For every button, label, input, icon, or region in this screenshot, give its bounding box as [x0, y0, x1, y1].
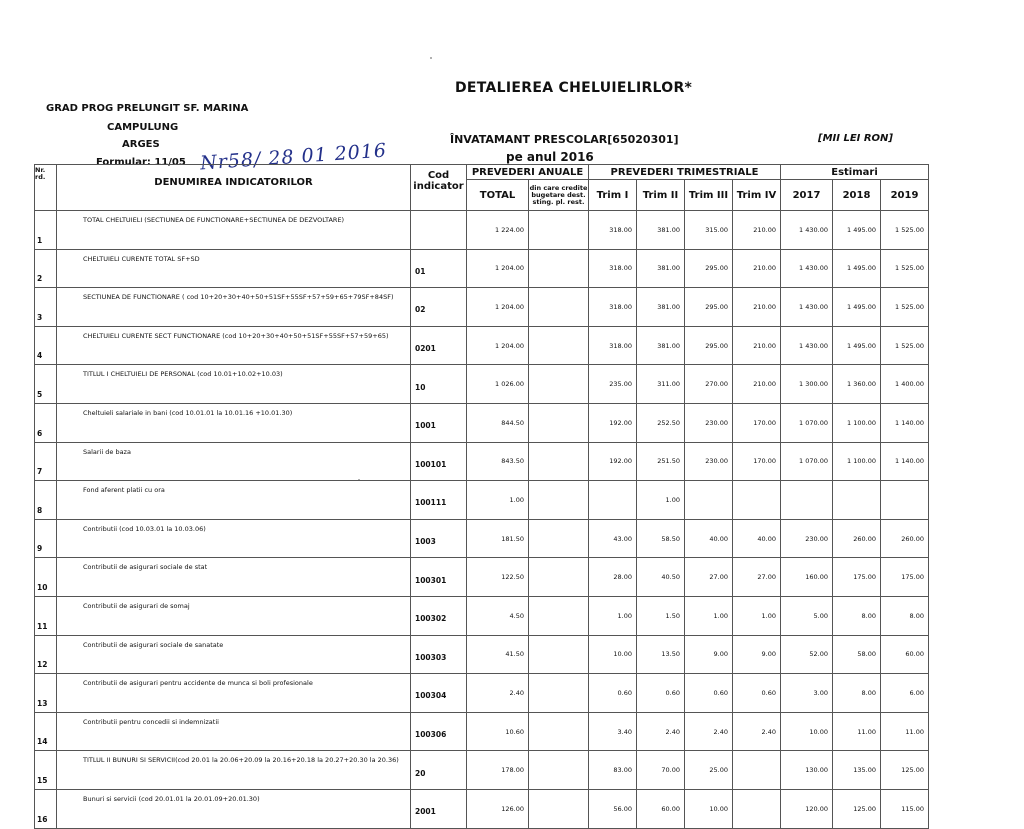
estimate-2018-value — [833, 481, 881, 520]
trim-1-value: 3.40 — [589, 712, 637, 751]
indicator-name: Contributii de asigurari pentru accidente de munca si boli profesionale — [57, 674, 411, 713]
indicator-code: 100304 — [411, 674, 467, 713]
institution-name: GRAD PROG PRELUNGIT SF. MARINA — [46, 103, 249, 114]
estimate-2018-value: 8.00 — [833, 674, 881, 713]
estimate-2019-value: 1 140.00 — [881, 403, 929, 442]
estimate-2017-value: 1 430.00 — [781, 211, 833, 250]
estimate-2017-value: 1 300.00 — [781, 365, 833, 404]
trim-3-value: 295.00 — [685, 326, 733, 365]
row-number: 16 — [35, 789, 57, 828]
estimate-2018-value: 1 495.00 — [833, 249, 881, 288]
table-row — [35, 326, 929, 365]
header-quarterly-provisions: PREVEDERI TRIMESTRIALE — [589, 165, 781, 180]
indicator-name: Contributii de asigurari de somaj — [57, 596, 411, 635]
indicator-code: 10 — [411, 365, 467, 404]
trim-1-value: 10.00 — [589, 635, 637, 674]
table-row — [35, 403, 929, 442]
row-number: 6 — [35, 403, 57, 442]
total-value: 1 224.00 — [467, 211, 529, 250]
table-row — [35, 751, 929, 790]
trim-4-value: 210.00 — [733, 211, 781, 250]
total-value: 126.00 — [467, 789, 529, 828]
trim-4-value: 210.00 — [733, 249, 781, 288]
total-value: 178.00 — [467, 751, 529, 790]
trim-3-value: 27.00 — [685, 558, 733, 597]
header-year-2018: 2018 — [833, 180, 881, 211]
header-trim-1: Trim I — [589, 180, 637, 211]
trim-1-value: 43.00 — [589, 519, 637, 558]
trim-3-value: 25.00 — [685, 751, 733, 790]
total-value: 122.50 — [467, 558, 529, 597]
row-number: 9 — [35, 519, 57, 558]
trim-2-value: 0.60 — [637, 674, 685, 713]
header-budget-credits: din care credite bugetare dest. sting. pl. rest. — [529, 180, 589, 211]
trim-2-value: 1.50 — [637, 596, 685, 635]
units-label: [MII LEI RON] — [818, 133, 893, 144]
estimate-2019-value: 60.00 — [881, 635, 929, 674]
handwritten-registration-number: Nr58/ 28 01 2016 — [199, 139, 388, 175]
trim-2-value: 40.50 — [637, 558, 685, 597]
estimate-2018-value: 1 495.00 — [833, 288, 881, 327]
estimate-2018-value: 125.00 — [833, 789, 881, 828]
trim-3-value: 10.00 — [685, 789, 733, 828]
total-value: 181.50 — [467, 519, 529, 558]
row-number: 15 — [35, 751, 57, 790]
trim-2-value: 2.40 — [637, 712, 685, 751]
header-year-2017: 2017 — [781, 180, 833, 211]
indicator-name: Bunuri si servicii (cod 20.01.01 la 20.01.09+20.01.30) — [57, 789, 411, 828]
indicator-code: 02 — [411, 288, 467, 327]
budget-credits-value — [529, 249, 589, 288]
header-trim-2: Trim II — [637, 180, 685, 211]
trim-4-value: 170.00 — [733, 442, 781, 481]
indicator-name: Contributii de asigurari sociale de stat — [57, 558, 411, 597]
estimate-2017-value: 10.00 — [781, 712, 833, 751]
trim-2-value: 381.00 — [637, 326, 685, 365]
estimate-2019-value: 1 525.00 — [881, 249, 929, 288]
budget-credits-value — [529, 442, 589, 481]
trim-4-value: 27.00 — [733, 558, 781, 597]
estimate-2017-value: 230.00 — [781, 519, 833, 558]
estimate-2019-value: 1 525.00 — [881, 326, 929, 365]
city-name: CAMPULUNG — [107, 122, 179, 133]
row-number: 11 — [35, 596, 57, 635]
estimate-2019-value: 1 525.00 — [881, 211, 929, 250]
expenditure-table — [34, 164, 929, 829]
row-number: 14 — [35, 712, 57, 751]
estimate-2019-value: 8.00 — [881, 596, 929, 635]
trim-3-value: 230.00 — [685, 403, 733, 442]
estimate-2017-value: 1 430.00 — [781, 326, 833, 365]
row-number: 1 — [35, 211, 57, 250]
estimate-2017-value: 1 430.00 — [781, 288, 833, 327]
indicator-name: TITLUL I CHELTUIELI DE PERSONAL (cod 10.01+10.02+10.03) — [57, 365, 411, 404]
estimate-2017-value — [781, 481, 833, 520]
trim-2-value: 252.50 — [637, 403, 685, 442]
trim-4-value: 210.00 — [733, 326, 781, 365]
trim-4-value — [733, 789, 781, 828]
budget-credits-value — [529, 558, 589, 597]
budget-credits-value — [529, 712, 589, 751]
row-number: 4 — [35, 326, 57, 365]
indicator-code: 0201 — [411, 326, 467, 365]
indicator-name: Contributii pentru concedii si indemnizatii — [57, 712, 411, 751]
trim-3-value: 40.00 — [685, 519, 733, 558]
estimate-2019-value: 175.00 — [881, 558, 929, 597]
indicator-code: 100101 — [411, 442, 467, 481]
estimate-2018-value: 1 100.00 — [833, 403, 881, 442]
total-value: 4.50 — [467, 596, 529, 635]
table-row — [35, 288, 929, 327]
trim-2-value: 13.50 — [637, 635, 685, 674]
trim-4-value: 170.00 — [733, 403, 781, 442]
trim-3-value: 270.00 — [685, 365, 733, 404]
document-title: DETALIEREA CHELUIELIRLOR* — [455, 80, 693, 96]
trim-4-value: 0.60 — [733, 674, 781, 713]
indicator-name: SECTIUNEA DE FUNCTIONARE ( cod 10+20+30+40+50+51SF+55SF+57+59+65+79SF+84SF) — [57, 288, 411, 327]
row-number: 3 — [35, 288, 57, 327]
estimate-2018-value: 1 360.00 — [833, 365, 881, 404]
total-value: 2.40 — [467, 674, 529, 713]
indicator-code: 100111 — [411, 481, 467, 520]
budget-credits-value — [529, 789, 589, 828]
estimate-2019-value: 6.00 — [881, 674, 929, 713]
indicator-name: TOTAL CHELTUIELI (SECTIUNEA DE FUNCTIONARE+SECTIUNEA DE DEZVOLTARE) — [57, 211, 411, 250]
indicator-code: 100303 — [411, 635, 467, 674]
budget-credits-value — [529, 326, 589, 365]
trim-4-value: 2.40 — [733, 712, 781, 751]
trim-4-value: 9.00 — [733, 635, 781, 674]
table-row — [35, 674, 929, 713]
estimate-2019-value: 11.00 — [881, 712, 929, 751]
table-row — [35, 481, 929, 520]
trim-4-value — [733, 481, 781, 520]
trim-1-value: 28.00 — [589, 558, 637, 597]
trim-3-value: 2.40 — [685, 712, 733, 751]
estimate-2018-value: 58.00 — [833, 635, 881, 674]
table-row — [35, 211, 929, 250]
trim-3-value: 315.00 — [685, 211, 733, 250]
indicator-code: 1003 — [411, 519, 467, 558]
indicator-code: 01 — [411, 249, 467, 288]
trim-3-value: 1.00 — [685, 596, 733, 635]
table-row — [35, 596, 929, 635]
indicator-name: Cheltuieli salariale in bani (cod 10.01.01 la 10.01.16 +10.01.30) — [57, 403, 411, 442]
trim-2-value: 251.50 — [637, 442, 685, 481]
indicator-code: 100302 — [411, 596, 467, 635]
header-year-2019: 2019 — [881, 180, 929, 211]
header-estimates: Estimari — [781, 165, 929, 180]
total-value: 843.50 — [467, 442, 529, 481]
trim-4-value — [733, 751, 781, 790]
table-row — [35, 712, 929, 751]
estimate-2018-value: 1 100.00 — [833, 442, 881, 481]
row-number: 8 — [35, 481, 57, 520]
table-row — [35, 442, 929, 481]
indicator-name: CHELTUIELI CURENTE TOTAL SF+SD — [57, 249, 411, 288]
indicator-name: Salarii de baza — [57, 442, 411, 481]
trim-2-value: 70.00 — [637, 751, 685, 790]
estimate-2019-value: 1 400.00 — [881, 365, 929, 404]
budget-credits-value — [529, 674, 589, 713]
row-number: 5 — [35, 365, 57, 404]
header-indicator-code: Cod indicator — [411, 165, 467, 211]
trim-3-value: 295.00 — [685, 249, 733, 288]
total-value: 10.60 — [467, 712, 529, 751]
trim-4-value: 210.00 — [733, 288, 781, 327]
trim-1-value: 83.00 — [589, 751, 637, 790]
table-row — [35, 519, 929, 558]
row-number: 2 — [35, 249, 57, 288]
total-value: 1 204.00 — [467, 326, 529, 365]
table-row — [35, 365, 929, 404]
indicator-name: Contributii de asigurari sociale de sanatate — [57, 635, 411, 674]
estimate-2017-value: 1 070.00 — [781, 403, 833, 442]
budget-credits-value — [529, 365, 589, 404]
trim-4-value: 210.00 — [733, 365, 781, 404]
trim-3-value — [685, 481, 733, 520]
header-annual-provisions: PREVEDERI ANUALE — [467, 165, 589, 180]
header-total: TOTAL — [467, 180, 529, 211]
trim-1-value: 0.60 — [589, 674, 637, 713]
estimate-2017-value: 120.00 — [781, 789, 833, 828]
indicator-name: TITLUL II BUNURI SI SERVICII(cod 20.01 la 20.06+20.09 la 20.16+20.18 la 20.27+20.30 la 20.36) — [57, 751, 411, 790]
estimate-2017-value: 5.00 — [781, 596, 833, 635]
trim-1-value: 1.00 — [589, 596, 637, 635]
row-number: 12 — [35, 635, 57, 674]
budget-credits-value — [529, 403, 589, 442]
trim-2-value: 60.00 — [637, 789, 685, 828]
trim-1-value: 318.00 — [589, 249, 637, 288]
trim-3-value: 9.00 — [685, 635, 733, 674]
estimate-2019-value: 125.00 — [881, 751, 929, 790]
indicator-name: Fond aferent platii cu ora — [57, 481, 411, 520]
form-number: Formular: 11/05 — [96, 157, 186, 168]
scan-speck — [430, 57, 432, 59]
trim-3-value: 295.00 — [685, 288, 733, 327]
total-value: 844.50 — [467, 403, 529, 442]
total-value: 41.50 — [467, 635, 529, 674]
total-value: 1.00 — [467, 481, 529, 520]
trim-2-value: 381.00 — [637, 211, 685, 250]
estimate-2017-value: 130.00 — [781, 751, 833, 790]
estimate-2018-value: 1 495.00 — [833, 211, 881, 250]
estimate-2018-value: 8.00 — [833, 596, 881, 635]
indicator-code: 100306 — [411, 712, 467, 751]
trim-1-value: 318.00 — [589, 211, 637, 250]
total-value: 1 204.00 — [467, 249, 529, 288]
budget-category: ÎNVATAMANT PRESCOLAR[65020301] — [450, 133, 679, 146]
budget-credits-value — [529, 519, 589, 558]
trim-1-value: 192.00 — [589, 442, 637, 481]
trim-1-value: 192.00 — [589, 403, 637, 442]
estimate-2018-value: 11.00 — [833, 712, 881, 751]
table-row — [35, 558, 929, 597]
table-body — [35, 211, 929, 829]
budget-credits-value — [529, 596, 589, 635]
indicator-code: 20 — [411, 751, 467, 790]
trim-1-value: 56.00 — [589, 789, 637, 828]
budget-credits-value — [529, 635, 589, 674]
table-row — [35, 635, 929, 674]
total-value: 1 026.00 — [467, 365, 529, 404]
trim-2-value: 381.00 — [637, 288, 685, 327]
estimate-2018-value: 1 495.00 — [833, 326, 881, 365]
estimate-2019-value: 260.00 — [881, 519, 929, 558]
budget-year: pe anul 2016 — [506, 150, 594, 164]
estimate-2019-value: 1 525.00 — [881, 288, 929, 327]
estimate-2019-value — [881, 481, 929, 520]
trim-3-value: 0.60 — [685, 674, 733, 713]
estimate-2017-value: 160.00 — [781, 558, 833, 597]
estimate-2017-value: 1 430.00 — [781, 249, 833, 288]
trim-2-value: 58.50 — [637, 519, 685, 558]
trim-1-value: 318.00 — [589, 326, 637, 365]
budget-credits-value — [529, 288, 589, 327]
header-row-number: Nr. rd. — [35, 165, 57, 211]
indicator-name: Contributii (cod 10.03.01 la 10.03.06) — [57, 519, 411, 558]
trim-1-value — [589, 481, 637, 520]
budget-credits-value — [529, 481, 589, 520]
trim-3-value: 230.00 — [685, 442, 733, 481]
indicator-code: 1001 — [411, 403, 467, 442]
total-value: 1 204.00 — [467, 288, 529, 327]
table-row — [35, 249, 929, 288]
estimate-2018-value: 260.00 — [833, 519, 881, 558]
trim-2-value: 1.00 — [637, 481, 685, 520]
estimate-2018-value: 135.00 — [833, 751, 881, 790]
estimate-2018-value: 175.00 — [833, 558, 881, 597]
row-number: 13 — [35, 674, 57, 713]
header-trim-3: Trim III — [685, 180, 733, 211]
trim-4-value: 40.00 — [733, 519, 781, 558]
table-row — [35, 789, 929, 828]
budget-credits-value — [529, 211, 589, 250]
estimate-2019-value: 115.00 — [881, 789, 929, 828]
trim-2-value: 311.00 — [637, 365, 685, 404]
indicator-code: 100301 — [411, 558, 467, 597]
county-name: ARGES — [122, 139, 160, 150]
estimate-2019-value: 1 140.00 — [881, 442, 929, 481]
trim-4-value: 1.00 — [733, 596, 781, 635]
estimate-2017-value: 1 070.00 — [781, 442, 833, 481]
indicator-code — [411, 211, 467, 250]
trim-2-value: 381.00 — [637, 249, 685, 288]
budget-credits-value — [529, 751, 589, 790]
header-indicator-name: DENUMIREA INDICATORILOR — [57, 165, 411, 211]
trim-1-value: 318.00 — [589, 288, 637, 327]
row-number: 10 — [35, 558, 57, 597]
indicator-name: CHELTUIELI CURENTE SECT FUNCTIONARE (cod 10+20+30+40+50+51SF+55SF+57+59+65) — [57, 326, 411, 365]
estimate-2017-value: 52.00 — [781, 635, 833, 674]
indicator-code: 2001 — [411, 789, 467, 828]
header-trim-4: Trim IV — [733, 180, 781, 211]
trim-1-value: 235.00 — [589, 365, 637, 404]
row-number: 7 — [35, 442, 57, 481]
estimate-2017-value: 3.00 — [781, 674, 833, 713]
